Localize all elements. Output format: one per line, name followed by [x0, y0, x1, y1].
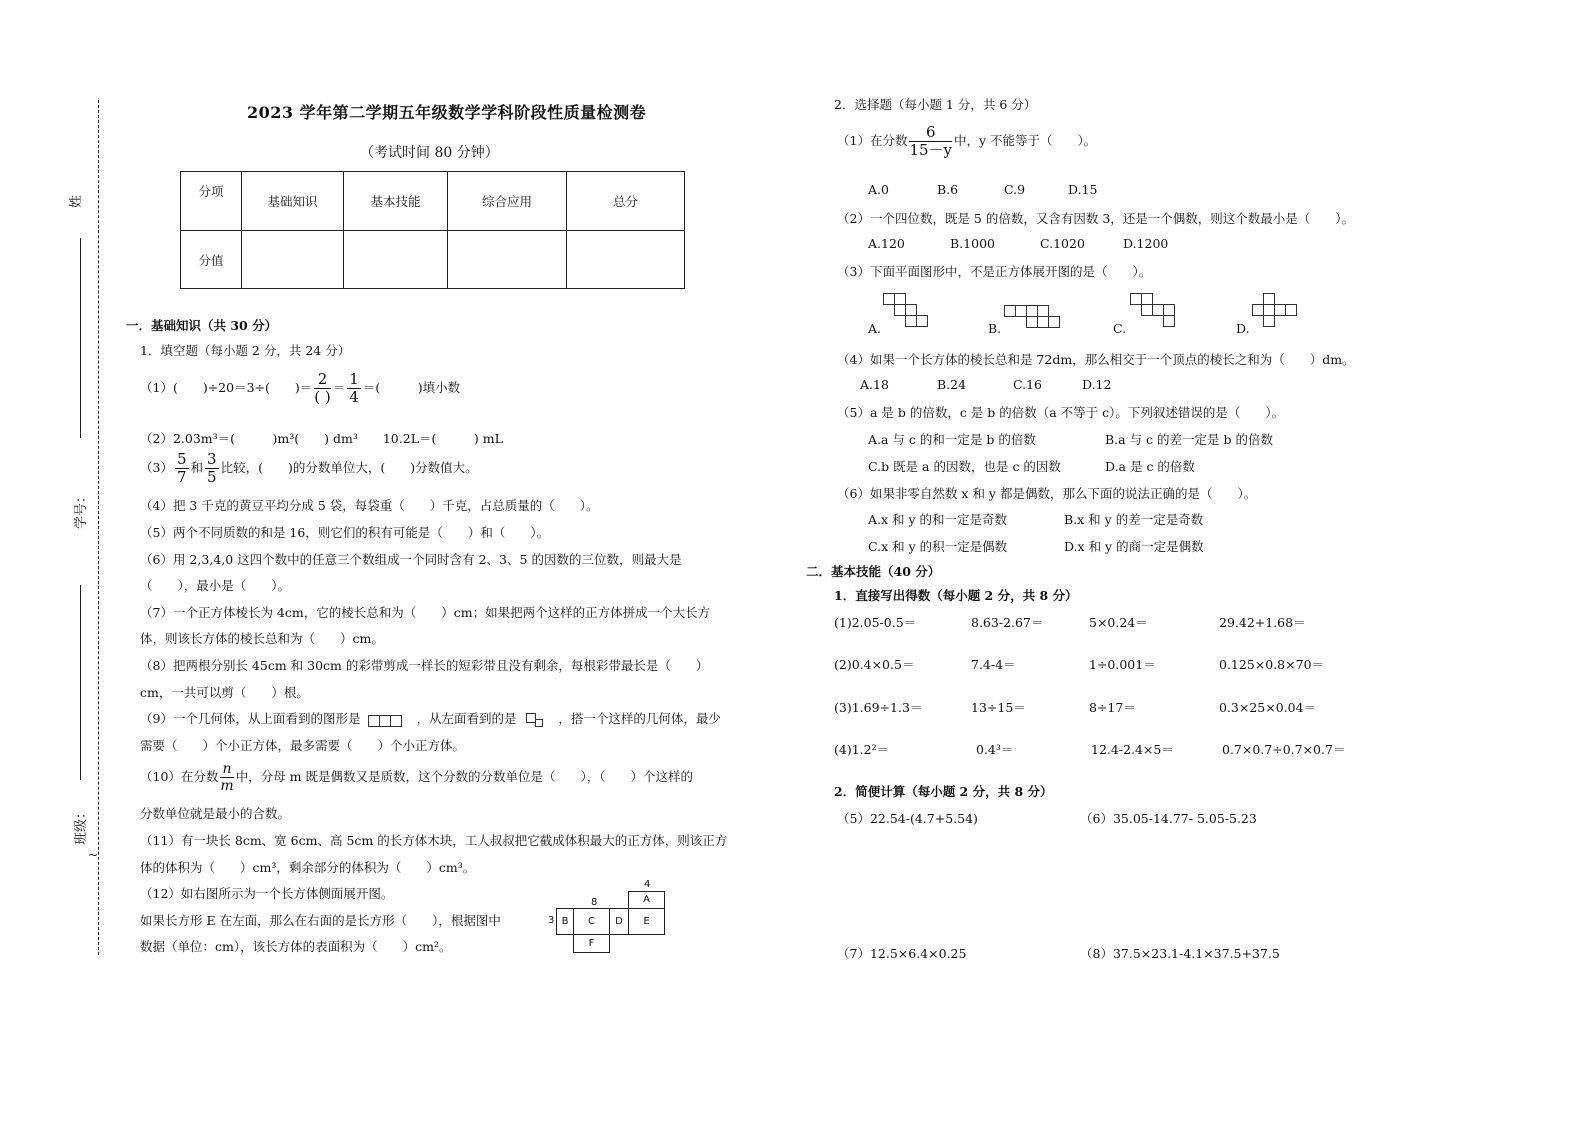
q10-fraction — [220, 762, 233, 793]
class-label: 班级： — [74, 805, 90, 846]
score-row1-label: 分项 — [181, 172, 242, 231]
q9-text-a: （9）一个几何体，从上面看到的图形是 — [140, 711, 361, 726]
question-3 — [140, 452, 478, 485]
q9-text-b: ，从左面看到的是 — [416, 711, 517, 726]
c3-option-a[interactable]: A. — [868, 321, 882, 336]
calc-4-a: (4)1.2²＝ — [834, 742, 890, 757]
question-6-line-2: （ ），最小是（ ）。 — [140, 578, 291, 593]
choice-4: （4）如果一个长方体的棱长总和是 72dm，那么相交于一个顶点的棱长之和为（ ）dm。 — [837, 352, 1355, 367]
c4-option-a[interactable]: A.18 — [860, 377, 889, 392]
question-9-line-1 — [140, 709, 721, 727]
net-face-e: E — [628, 908, 665, 935]
c3-figure-d — [1252, 293, 1304, 331]
question-12-line-2: 如果长方形 E 在左面，那么在右面的是长方形（ ），根据图中 — [140, 913, 501, 928]
left-view-figure — [524, 713, 550, 727]
q1-f2-den: 4 — [349, 388, 359, 406]
score-table — [180, 171, 685, 289]
c3-figure-b — [1004, 305, 1060, 331]
fill-blank-title: 1．填空题（每小题 2 分，共 24 分） — [140, 343, 351, 358]
simple-calc-8: （8）37.5×23.1-4.1×37.5+37.5 — [1080, 946, 1280, 961]
class-mark: ~ — [88, 848, 99, 862]
question-10-line-2: 分数单位就是最小的合数。 — [140, 806, 291, 821]
question-4: （4）把 3 千克的黄豆平均分成 5 袋，每袋重（ ）千克，占总质量的（ ）。 — [140, 498, 599, 513]
top-view-figure — [368, 713, 408, 727]
section-2-heading: 二．基本技能（40 分） — [806, 564, 941, 579]
question-7-line-1: （7）一个正方体棱长为 4cm，它的棱长总和为（ ）cm；如果把两个这样的正方体拼成一个大长方 — [140, 605, 711, 620]
c6-option-d[interactable]: D.x 和 y 的商一定是偶数 — [1064, 539, 1204, 554]
binding-dashed-line — [98, 100, 99, 955]
student-id-label: 学号： — [74, 489, 90, 530]
name-write-line — [80, 238, 81, 438]
c3-option-b[interactable]: B. — [988, 321, 1002, 336]
score-row2-label: 分值 — [181, 231, 242, 289]
net-length-4: 4 — [644, 879, 651, 890]
c5-option-b[interactable]: B.a 与 c 的差一定是 b 的倍数 — [1105, 432, 1273, 447]
question-2: （2）2.03m³＝( )m³( ) dm³ 10.2L＝( ) mL — [140, 431, 503, 446]
simple-calc-5: （5）22.54-(4.7+5.54) — [837, 811, 978, 826]
simple-calc-6: （6）35.05-14.77- 5.05-5.23 — [1080, 811, 1257, 826]
calc-3-b: 13÷15＝ — [971, 700, 1026, 715]
question-6-line-1: （6）用 2,3,4,0 这四个数中的任意三个数组成一个同时含有 2、3、5 的因数的三位数，则最大是 — [140, 552, 682, 567]
q3-text-a: （3） — [140, 460, 173, 475]
choice-6: （6）如果非零自然数 x 和 y 都是偶数，那么下面的说法正确的是（ ）。 — [837, 486, 1257, 501]
question-5: （5）两个不同质数的和是 16，则它们的积有可能是（ ）和（ ）。 — [140, 525, 550, 540]
c1-option-b[interactable]: B.6 — [937, 182, 959, 197]
c4-option-d[interactable]: D.12 — [1082, 377, 1112, 392]
calc-2-d: 0.125×0.8×70＝ — [1219, 657, 1325, 672]
c1-text-a: （1）在分数 — [837, 133, 908, 148]
c1-text-b: 中，y 不能等于（ ）。 — [954, 133, 1097, 148]
net-length-3: 3 — [548, 915, 555, 926]
score-cell-total[interactable] — [567, 231, 685, 289]
choice-5: （5）a 是 b 的倍数，c 是 b 的倍数（a 不等于 c）。下列叙述错误的是（ ）。 — [837, 405, 1285, 420]
page-title: 2023 学年第二学期五年级数学学科阶段性质量检测卷 — [247, 103, 647, 122]
name-label: 姓 — [69, 194, 85, 209]
calc-2-c: 1÷0.001＝ — [1089, 657, 1156, 672]
q9-text-c: ，搭一个这样的几何体，最少 — [558, 711, 721, 726]
question-9-line-2: 需要（ ）个小正方体，最多需要（ ）个小正方体。 — [140, 738, 466, 753]
net-face-b: B — [556, 908, 574, 935]
question-7-line-2: 体，则该长方体的棱长总和为（ ）cm。 — [140, 631, 384, 646]
c4-option-b[interactable]: B.24 — [937, 377, 967, 392]
question-11-line-1: （11）有一块长 8cm、宽 6cm、高 5cm 的长方体木块，工人叔叔把它截成体积最大的正方体，则该正方 — [140, 833, 728, 848]
q1-fraction-1 — [314, 372, 330, 405]
question-8-line-1: （8）把两根分别长 45cm 和 30cm 的彩带剪成一样长的短彩带且没有剩余，每根彩带最长是（ ） — [140, 658, 709, 673]
q1-f1-den: ( ) — [314, 388, 331, 406]
net-face-d: D — [609, 908, 629, 935]
q1-eq: ＝ — [332, 380, 346, 395]
calc-4-d: 0.7×0.7÷0.7×0.7＝ — [1222, 742, 1346, 757]
c1-option-d[interactable]: D.15 — [1068, 182, 1098, 197]
score-col-basic: 基础知识 — [242, 172, 344, 231]
score-col-total: 总分 — [567, 172, 685, 231]
calc-1-b: 8.63-2.67＝ — [971, 615, 1044, 630]
c6-option-b[interactable]: B.x 和 y 的差一定是奇数 — [1064, 512, 1204, 527]
net-length-8: 8 — [591, 897, 598, 908]
calc-3-c: 8÷17＝ — [1089, 700, 1136, 715]
c5-option-d[interactable]: D.a 是 c 的倍数 — [1105, 459, 1195, 474]
score-cell-apply[interactable] — [448, 231, 567, 289]
section-1-heading: 一．基础知识（共 30 分） — [126, 318, 278, 333]
net-face-c: C — [573, 908, 610, 935]
question-8-line-2: cm，一共可以剪（ ）根。 — [140, 685, 309, 700]
net-face-a: A — [628, 891, 665, 909]
calc-2-a: (2)0.4×0.5＝ — [834, 657, 915, 672]
c4-option-c[interactable]: C.16 — [1013, 377, 1042, 392]
question-1 — [140, 372, 460, 405]
question-10-line-1 — [140, 762, 693, 793]
q1-fraction-2 — [347, 372, 361, 405]
c2-option-b[interactable]: B.1000 — [950, 236, 995, 251]
choice-1 — [837, 125, 1096, 158]
c1-fraction — [909, 125, 952, 158]
q10-text-b: 中，分母 m 既是偶数又是质数，这个分数的分数单位是（ ），（ ）个这样的 — [235, 769, 693, 784]
q1-text-b: ＝( )填小数 — [362, 380, 461, 395]
c3-option-d[interactable]: D. — [1236, 321, 1250, 336]
q3-and: 和 — [190, 460, 204, 475]
simple-calc-title: 2．简便计算（每小题 2 分，共 8 分） — [834, 784, 1053, 799]
c3-option-c[interactable]: C. — [1113, 321, 1127, 336]
question-12-line-1: （12）如右图所示为一个长方体侧面展开图。 — [140, 886, 394, 901]
student-id-write-line — [80, 585, 81, 780]
choice-title: 2．选择题（每小题 1 分，共 6 分） — [834, 97, 1037, 112]
score-cell-skill[interactable] — [344, 231, 448, 289]
q1-f2-num: 1 — [349, 370, 359, 388]
question-12-line-3: 数据（单位：cm），该长方体的表面积为（ ）cm²。 — [140, 939, 452, 954]
c1-option-c[interactable]: C.9 — [1004, 182, 1026, 197]
q3-f1-den: 7 — [176, 468, 187, 486]
score-cell-basic[interactable] — [242, 231, 344, 289]
c3-figure-a — [883, 293, 935, 331]
q3-f2-den: 5 — [207, 468, 217, 486]
calc-1-a: (1)2.05-0.5＝ — [834, 615, 917, 630]
q1-text-a: （1）( )÷20＝3÷( )＝ — [140, 380, 313, 395]
calc-3-a: (3)1.69÷1.3＝ — [834, 700, 923, 715]
simple-calc-7: （7）12.5×6.4×0.25 — [837, 946, 967, 961]
cuboid-net-diagram — [545, 877, 670, 957]
q1-f1-num: 2 — [314, 372, 330, 389]
choice-2: （2）一个四位数，既是 5 的倍数，又含有因数 3，还是一个偶数，则这个数最小是（ ）。 — [837, 211, 1355, 226]
choice-3: （3）下面平面图形中，不是正方体展开图的是（ ）。 — [837, 264, 1152, 279]
q3-text-b: 比较，( )的分数单位大，( )分数值大。 — [220, 460, 478, 475]
q3-fraction-2 — [205, 452, 219, 485]
c6-option-c[interactable]: C.x 和 y 的积一定是偶数 — [868, 539, 1008, 554]
q10-text-a: （10）在分数 — [140, 769, 219, 784]
calc-4-b: 0.4³＝ — [976, 742, 1014, 757]
c6-option-a[interactable]: A.x 和 y 的和一定是奇数 — [868, 512, 1008, 527]
calc-2-b: 7.4-4＝ — [971, 657, 1016, 672]
calc-3-d: 0.3×25×0.04＝ — [1219, 700, 1317, 715]
c2-option-c[interactable]: C.1020 — [1040, 236, 1085, 251]
score-col-skill: 基本技能 — [344, 172, 448, 231]
exam-time: （考试时间 80 分钟） — [360, 145, 499, 161]
c5-option-c[interactable]: C.b 既是 a 的因数，也是 c 的因数 — [868, 459, 1061, 474]
net-face-f: F — [573, 934, 610, 953]
c1-option-a[interactable]: A.0 — [868, 182, 889, 197]
score-col-apply: 综合应用 — [448, 172, 567, 231]
c3-figure-c — [1130, 293, 1182, 331]
q3-f1-num: 5 — [176, 450, 187, 468]
q3-fraction-1 — [175, 452, 189, 485]
direct-calc-title: 1．直接写出得数（每小题 2 分，共 8 分） — [834, 588, 1078, 603]
calc-1-c: 5×0.24＝ — [1089, 615, 1148, 630]
question-11-line-2: 体的体积为（ ）cm³，剩余部分的体积为（ ）cm³。 — [140, 860, 476, 875]
q10-f-num: n — [220, 762, 233, 778]
calc-4-c: 12.4-2.4×5＝ — [1091, 742, 1174, 757]
c1-f-num: 6 — [909, 125, 952, 142]
c2-option-a[interactable]: A.120 — [868, 236, 905, 251]
calc-1-d: 29.42+1.68＝ — [1219, 615, 1306, 630]
c1-f-den: 15－y — [909, 141, 953, 159]
c2-option-d[interactable]: D.1200 — [1123, 236, 1169, 251]
q10-f-den: m — [220, 778, 234, 794]
q3-f2-num: 3 — [207, 450, 217, 468]
c5-option-a[interactable]: A.a 与 c 的和一定是 b 的倍数 — [868, 432, 1036, 447]
